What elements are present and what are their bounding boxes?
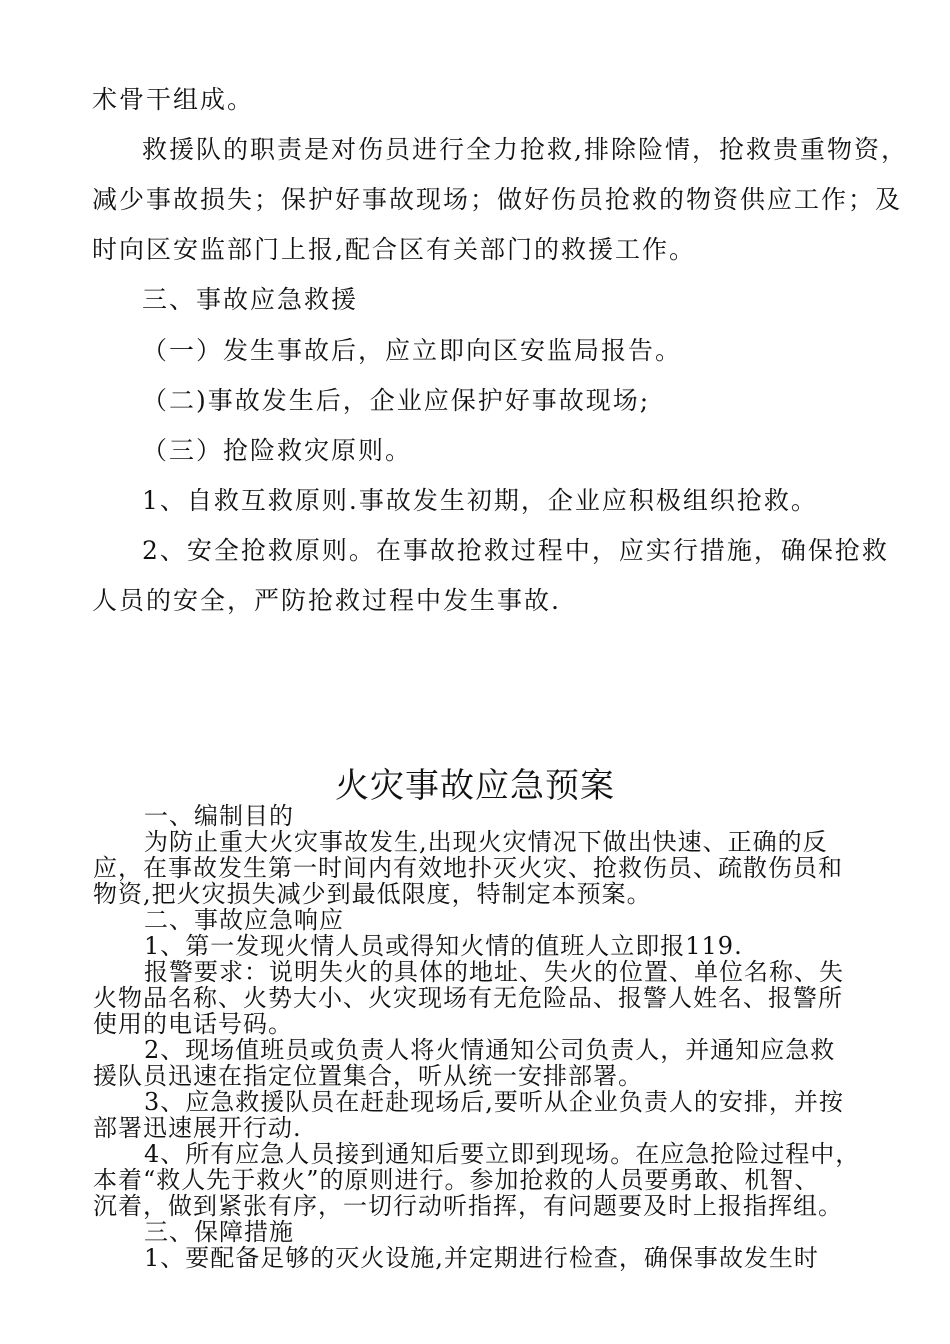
paragraph-line: 救援队的职责是对伤员进行全力抢救,排除险情，抢救贵重物资， [142,135,908,164]
section-heading: 一、编制目的 [144,802,294,830]
paragraph-line: 沉着，做到紧张有序，一切行动听指挥，有问题要及时上报指挥组。 [93,1192,843,1220]
section-heading: 二、事故应急响应 [144,906,344,934]
paragraph-line: 2、安全抢救原则。在事故抢救过程中，应实行措施，确保抢救 [142,536,889,565]
paragraph-line: 援队员迅速在指定位置集合，听从统一安排部署。 [93,1062,643,1090]
document-title: 火灾事故应急预案 [335,766,615,806]
paragraph-line: 使用的电话号码。 [93,1010,293,1038]
paragraph-line: 为防止重大火灾事故发生,出现火灾情况下做出快速、正确的反 [144,828,828,856]
paragraph-line: 时向区安监部门上报,配合区有关部门的救援工作。 [92,235,696,264]
paragraph-line: 应，在事故发生第一时间内有效地扑灭火灾、抢救伤员、疏散伤员和 [93,854,843,882]
paragraph-line: （一）发生事故后，应立即向区安监局报告。 [142,336,683,365]
paragraph-line: 本着“救人先于救火”的原则进行。参加抢救的人员要勇敢、机智、 [93,1166,820,1194]
paragraph-line: 3、应急救援队员在赶赴现场后,要听从企业负责人的安排，并按 [144,1088,844,1116]
paragraph-line: （三）抢险救灾原则。 [142,436,413,465]
paragraph-line: 物资,把火灾损失减少到最低限度，特制定本预案。 [93,880,652,908]
paragraph-line: 1、要配备足够的灭火设施,并定期进行检查，确保事故发生时 [144,1244,819,1272]
paragraph-line: （二)事故发生后，企业应保护好事故现场; [142,386,651,415]
paragraph-line: 人员的安全，严防抢救过程中发生事故. [92,586,561,615]
paragraph-line: 1、第一发现火情人员或得知火情的值班人立即报119. [144,932,743,960]
paragraph-line: 报警要求：说明失火的具体的地址、失火的位置、单位名称、失 [144,958,844,986]
section-heading: 三、事故应急救援 [142,285,359,314]
paragraph-line: 减少事故损失；保护好事故现场；做好伤员抢救的物资供应工作；及 [92,185,903,214]
paragraph-line: 火物品名称、火势大小、火灾现场有无危险品、报警人姓名、报警所 [93,984,843,1012]
section-heading: 三、保障措施 [144,1218,294,1246]
paragraph-line: 4、所有应急人员接到通知后要立即到现场。在应急抢险过程中， [144,1140,861,1168]
paragraph-line: 1、自救互救原则.事故发生初期，企业应积极组织抢救。 [142,486,818,515]
paragraph-line: 部署迅速展开行动. [93,1114,302,1142]
paragraph-line: 2、现场值班员或负责人将火情通知公司负责人，并通知应急救 [144,1036,836,1064]
paragraph-line: 术骨干组成。 [92,85,255,114]
